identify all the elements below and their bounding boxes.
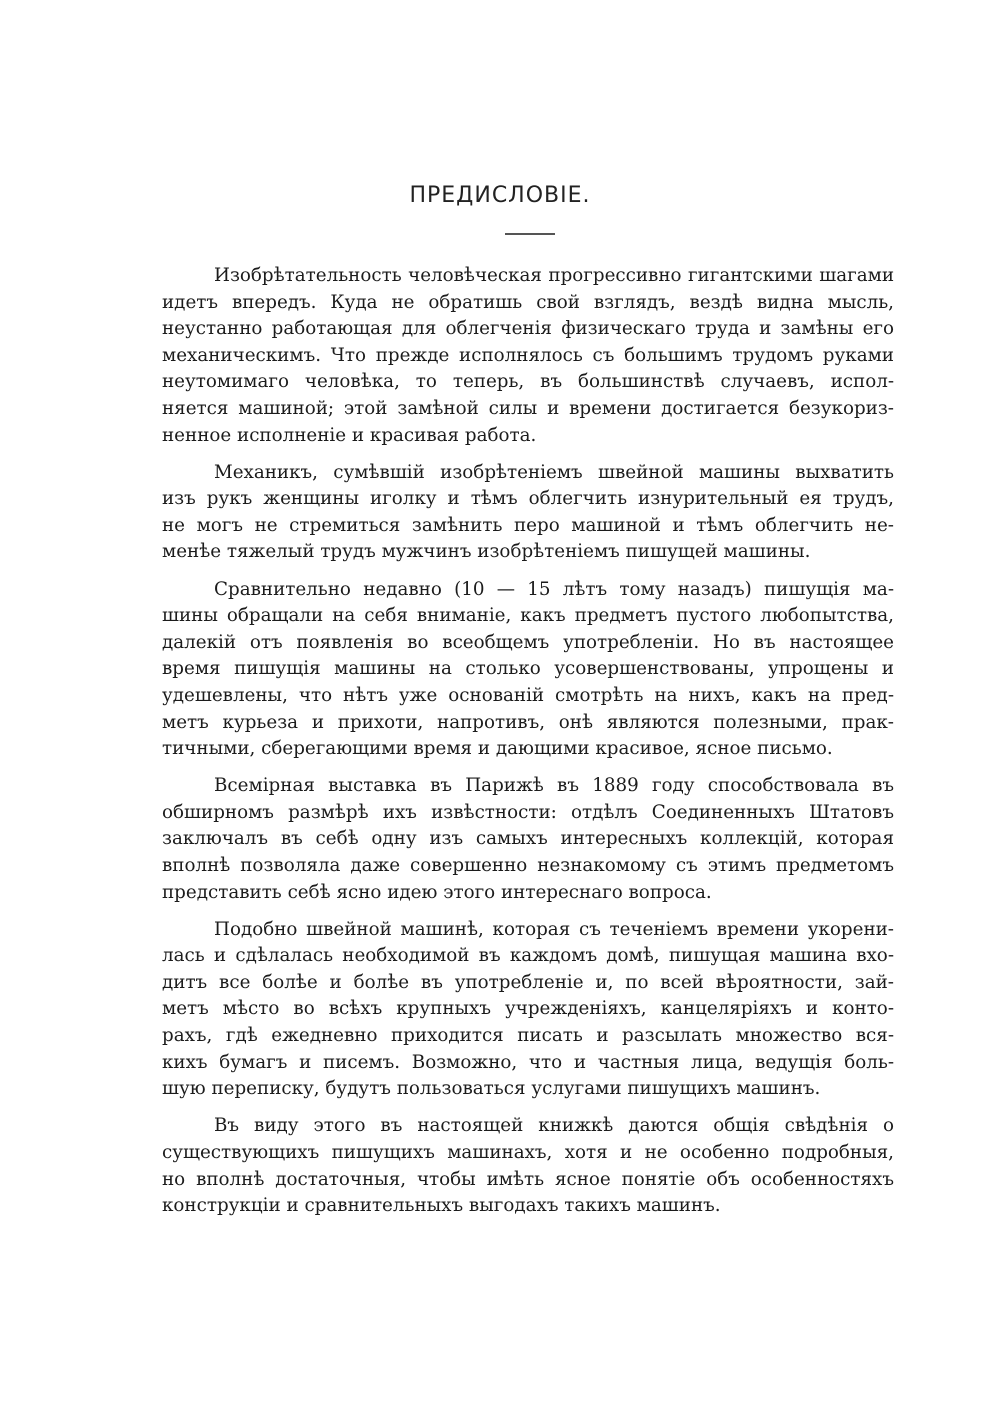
paragraph — [162, 460, 894, 566]
paragraph — [162, 263, 894, 449]
text-line: время пишущія машины на столько усовершенствованы, упрощены и — [162, 658, 894, 680]
text-line: менѣе тяжелый трудъ мужчинъ изобрѣтеніемъ пишущей машины. — [162, 541, 811, 563]
paragraph — [162, 577, 894, 763]
text-line: шины обращали на себя вниманіе, какъ предметъ пустого любопытства, — [162, 605, 894, 627]
text-line: не могъ не стремиться замѣнить перо машиной и тѣмъ облегчить не- — [162, 514, 894, 536]
text-line: существующихъ пишущихъ машинахъ, хотя и не особенно подробныя, — [162, 1141, 894, 1163]
text-line: шую переписку, будутъ пользоваться услугами пишущихъ машинъ. — [162, 1078, 821, 1100]
paragraph — [162, 917, 894, 1103]
text-line: няется машиной; этой замѣной силы и времени достигается безукориз- — [162, 397, 894, 419]
text-line: Въ виду этого въ настоящей книжкѣ даются общія свѣдѣнія о — [214, 1115, 894, 1137]
text-line: механическимъ. Что прежде исполнялось съ большимъ трудомъ руками — [162, 344, 894, 366]
text-line: далекій отъ появленія во всеобщемъ употребленіи. Но въ настоящее — [162, 631, 894, 653]
text-line: заключалъ въ себѣ одну изъ самыхъ интересныхъ коллекцій, которая — [162, 828, 894, 850]
text-line: метъ мѣсто во всѣхъ крупныхъ учрежденіяхъ, канцеляріяхъ и конто- — [162, 998, 894, 1020]
text-line: метъ курьеза и прихоти, напротивъ, онѣ являются полезными, прак- — [162, 711, 894, 733]
text-line: ненное исполненіе и красивая работа. — [162, 424, 537, 446]
text-line: дитъ все болѣе и болѣе въ употребленіе и, по всей вѣроятности, зай- — [162, 971, 894, 993]
text-line: рахъ, гдѣ ежедневно приходится писать и разсылать множество вся- — [162, 1025, 894, 1047]
paragraph — [162, 1113, 894, 1219]
text-line: кихъ бумагъ и писемъ. Возможно, что и частныя лица, ведущія боль- — [162, 1051, 894, 1073]
text-line: неутомимаго человѣка, то теперь, въ большинствѣ случаевъ, испол- — [162, 371, 894, 393]
text-line: удешевлены, что нѣтъ уже основаній смотрѣть на нихъ, какъ на пред- — [162, 684, 894, 706]
text-line: конструкціи и сравнительныхъ выгодахъ такихъ машинъ. — [162, 1195, 721, 1217]
text-line: обширномъ размѣрѣ ихъ извѣстности: отдѣлъ Соединенныхъ Штатовъ — [162, 801, 894, 823]
text-line: идетъ впередъ. Куда не обратишь свой взглядъ, вездѣ видна мысль, — [162, 291, 894, 313]
text-line: но вполнѣ достаточныя, чтобы имѣть ясное понятіе объ особенностяхъ — [162, 1168, 894, 1190]
text-line: Механикъ, сумѣвшій изобрѣтеніемъ швейной машины выхватить — [214, 461, 894, 483]
text-line: вполнѣ позволяла даже совершенно незнакомому съ этимъ предметомъ — [162, 854, 894, 876]
text-line: Изобрѣтательность человѣческая прогрессивно гигантскими шагами — [214, 265, 894, 286]
text-line: изъ рукъ женщины иголку и тѣмъ облегчить изнурительный ея трудъ, — [162, 488, 894, 510]
body-text — [162, 263, 894, 1230]
text-line: Всемірная выставка въ Парижѣ въ 1889 году способствовала въ — [214, 775, 894, 797]
text-line: представить себѣ ясно идею этого интереснаго вопроса. — [162, 881, 712, 903]
text-line: Сравнительно недавно (10 — 15 лѣтъ тому назадъ) пишущія ма- — [214, 578, 894, 600]
text-line: лась и сдѣлалась необходимой въ каждомъ домѣ, пишущая машина вхо- — [162, 945, 894, 967]
paragraph — [162, 773, 894, 906]
text-line: тичными, сберегающими время и дающими красивое, ясное письмо. — [162, 738, 833, 760]
text-line: Подобно швейной машинѣ, которая съ теченіемъ времени укорени- — [214, 918, 894, 940]
title-divider — [505, 233, 555, 235]
page-title: ПРЕДИСЛОВІЕ. — [409, 183, 591, 208]
text-line: неустанно работающая для облегченія физическаго труда и замѣны его — [162, 318, 894, 340]
